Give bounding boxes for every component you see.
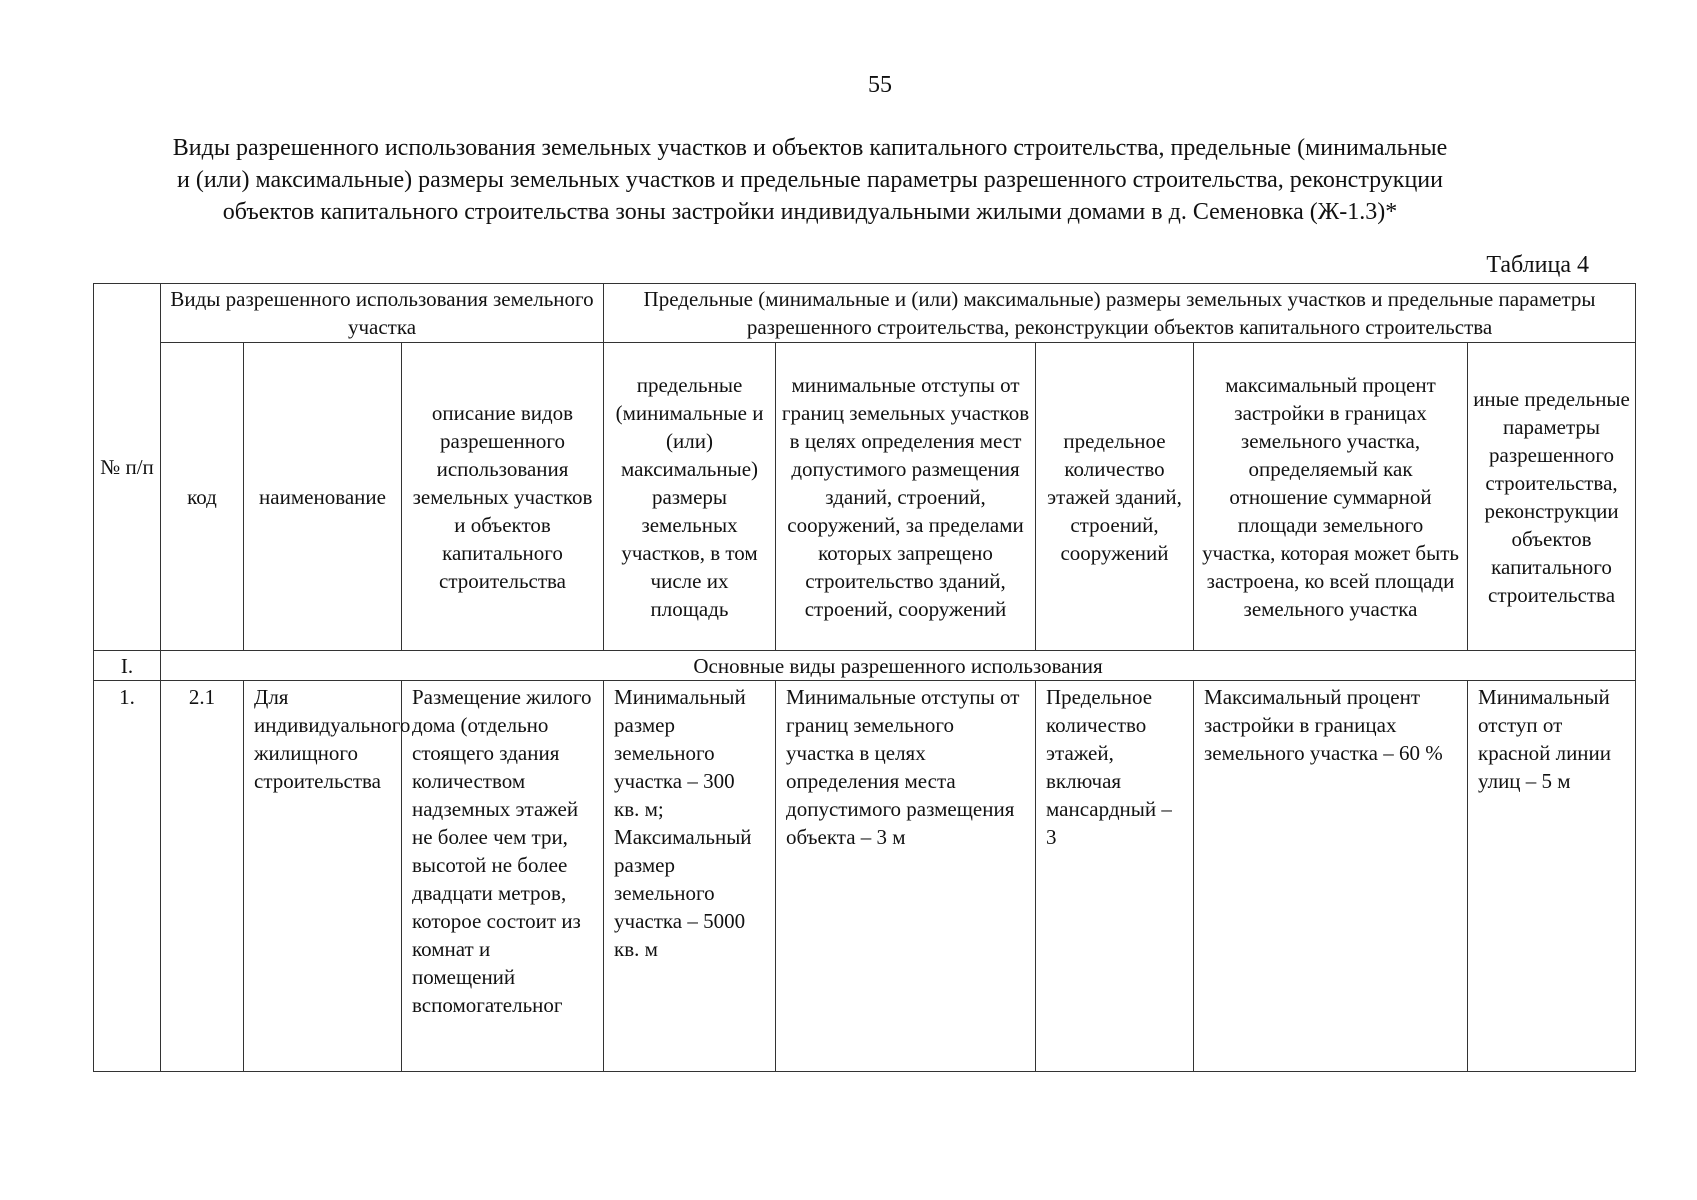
header-num: № п/п [94,284,161,651]
row-setbacks: Минимальные отступы от границ земельного участка в целях определения места допустимого размещения объекта – 3 м [776,681,1036,1072]
section-num: I. [94,651,161,681]
row-description: Размещение жилого дома (отдельно стоящего здания количеством надземных этажей не более чем три, высотой не более двадцати метров, которое состоит из комнат и помещений вспомогательног [402,681,604,1072]
header-plot-size: предельные (минимальные и (или) максимальные) размеры земельных участков, в том числе их площадь [604,343,776,651]
section-row [94,651,1636,681]
header-coverage: максимальный процент застройки в границах земельного участка, определяемый как отношение суммарной площади земельного участка, которая может быть застроена, ко всей площади земельного участка [1194,343,1468,651]
header-group-uses: Виды разрешенного использования земельного участка [161,284,604,343]
document-title [110,132,1510,228]
header-name: наименование [244,343,402,651]
row-code: 2.1 [161,681,244,1072]
row-coverage: Максимальный процент застройки в границах земельного участка – 60 % [1194,681,1468,1072]
title-line: и (или) максимальные) размеры земельных участков и предельные параметры разрешенного строительства, реконструкции [177,167,1443,193]
header-group-limits: Предельные (минимальные и (или) максимальные) размеры земельных участков и предельные параметры разрешенного строительства, реконструкции объектов капитального строительства [604,284,1636,343]
table-label: Таблица 4 [1486,252,1589,278]
header-code: код [161,343,244,651]
header-setbacks: минимальные отступы от границ земельных участков в целях определения мест допустимого размещения зданий, строений, сооружений, за пределами которых запрещено строительство зданий, строений, сооружений [776,343,1036,651]
row-plot-size: Минимальный размер земельного участка – 300 кв. м; Максимальный размер земельного участка – 5000 кв. м [604,681,776,1072]
land-use-table [93,283,1636,1072]
title-line: Виды разрешенного использования земельных участков и объектов капитального строительства, предельные (минимальные [172,135,1448,161]
header-description: описание видов разрешенного использования земельных участков и объектов капитального строительства [402,343,604,651]
row-num: 1. [94,681,161,1072]
row-name: Для индивидуального жилищного строительства [244,681,402,1072]
title-line: объектов капитального строительства зоны застройки индивидуальными жилыми домами в д. Семеновка (Ж-1.3)* [222,199,1398,225]
row-floors: Предельное количество этажей, включая мансардный – 3 [1036,681,1194,1072]
header-floors: предельное количество этажей зданий, строений, сооружений [1036,343,1194,651]
page-number: 55 [868,72,892,98]
section-label: Основные виды разрешенного использования [161,651,1636,681]
header-other: иные предельные параметры разрешенного строительства, реконструкции объектов капитального строительства [1468,343,1636,651]
row-other: Минимальный отступ от красной линии улиц – 5 м [1468,681,1636,1072]
table-row [94,681,1636,1072]
